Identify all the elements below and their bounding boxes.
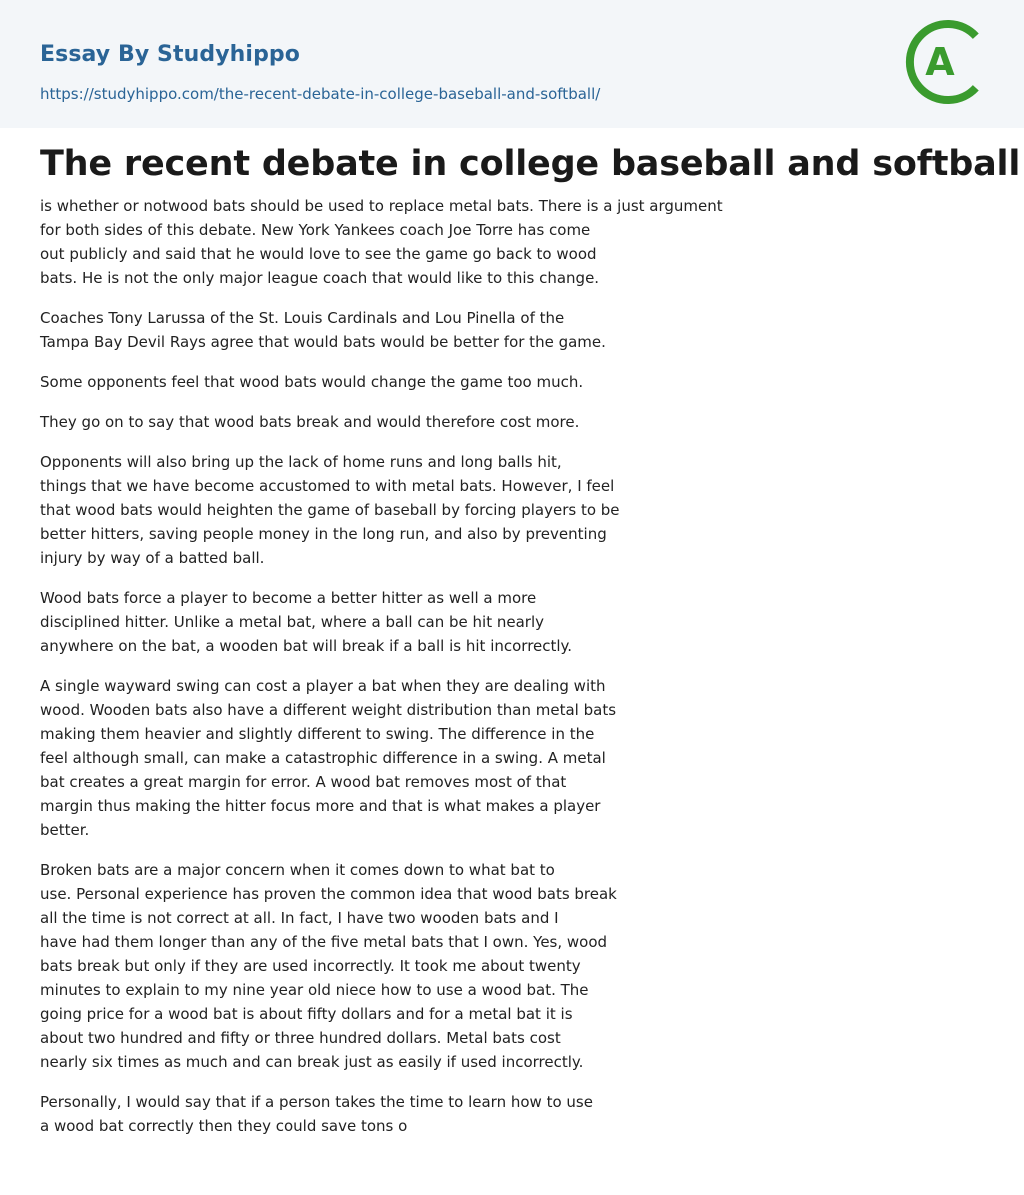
paragraph-line: They go on to say that wood bats break and would therefore cost more. (40, 413, 580, 431)
site-header (0, 0, 1024, 128)
essay-paragraph (40, 194, 800, 290)
essay-body (40, 194, 800, 1154)
paragraph-line: better. (40, 821, 90, 839)
essay-paragraph (40, 306, 800, 354)
paragraph-line: about two hundred and fifty or three hundred dollars. Metal bats cost (40, 1029, 561, 1047)
essay-paragraph (40, 450, 800, 570)
paragraph-line: is whether or notwood bats should be used to replace metal bats. There is a just argument (40, 197, 723, 215)
brand-title: Essay By Studyhippo (40, 42, 300, 67)
paragraph-line: Coaches Tony Larussa of the St. Louis Cardinals and Lou Pinella of the (40, 309, 565, 327)
paragraph-line: Some opponents feel that wood bats would change the game too much. (40, 373, 584, 391)
paragraph-line: Wood bats force a player to become a better hitter as well a more (40, 589, 537, 607)
paragraph-line: A single wayward swing can cost a player a bat when they are dealing with (40, 677, 606, 695)
essay-paragraph (40, 858, 800, 1074)
paragraph-line: minutes to explain to my nine year old niece how to use a wood bat. The (40, 981, 589, 999)
paragraph-line: that wood bats would heighten the game of baseball by forcing players to be (40, 501, 620, 519)
paragraph-line: better hitters, saving people money in the long run, and also by preventing (40, 525, 607, 543)
essay-paragraph (40, 410, 800, 434)
page-title: The recent debate in college baseball and softball (40, 144, 1021, 184)
paragraph-line: Broken bats are a major concern when it comes down to what bat to (40, 861, 555, 879)
essay-paragraph (40, 586, 800, 658)
paragraph-line: for both sides of this debate. New York Yankees coach Joe Torre has come (40, 221, 591, 239)
paragraph-line: going price for a wood bat is about fifty dollars and for a metal bat it is (40, 1005, 573, 1023)
paragraph-line: anywhere on the bat, a wooden bat will break if a ball is hit incorrectly. (40, 637, 573, 655)
paragraph-line: bats. He is not the only major league coach that would like to this change. (40, 269, 600, 287)
source-url-link[interactable]: https://studyhippo.com/the-recent-debate-in-college-baseball-and-softball/ (40, 85, 601, 103)
paragraph-line: bats break but only if they are used incorrectly. It took me about twenty (40, 957, 581, 975)
essay-paragraph (40, 674, 800, 842)
paragraph-line: Opponents will also bring up the lack of home runs and long balls hit, (40, 453, 562, 471)
paragraph-line: wood. Wooden bats also have a different weight distribution than metal bats (40, 701, 617, 719)
essay-paragraph (40, 1090, 800, 1138)
logo-letter: A (925, 40, 955, 84)
paragraph-line: disciplined hitter. Unlike a metal bat, where a ball can be hit nearly (40, 613, 545, 631)
paragraph-line: use. Personal experience has proven the common idea that wood bats break (40, 885, 617, 903)
paragraph-line: making them heavier and slightly different to swing. The difference in the (40, 725, 595, 743)
paragraph-line: nearly six times as much and can break just as easily if used incorrectly. (40, 1053, 584, 1071)
paragraph-line: out publicly and said that he would love to see the game go back to wood (40, 245, 597, 263)
paragraph-line: injury by way of a batted ball. (40, 549, 265, 567)
paragraph-line: margin thus making the hitter focus more and that is what makes a player (40, 797, 601, 815)
paragraph-line: have had them longer than any of the five metal bats that I own. Yes, wood (40, 933, 608, 951)
paragraph-line: Personally, I would say that if a person takes the time to learn how to use (40, 1093, 593, 1111)
paragraph-line: feel although small, can make a catastrophic difference in a swing. A metal (40, 749, 606, 767)
paragraph-line: things that we have become accustomed to with metal bats. However, I feel (40, 477, 615, 495)
paragraph-line: Tampa Bay Devil Rays agree that would bats would be better for the game. (40, 333, 606, 351)
paragraph-line: bat creates a great margin for error. A wood bat removes most of that (40, 773, 567, 791)
essay-paragraph (40, 370, 800, 394)
paragraph-line: all the time is not correct at all. In fact, I have two wooden bats and I (40, 909, 559, 927)
studyhippo-logo-icon[interactable] (902, 18, 988, 106)
paragraph-line: a wood bat correctly then they could save tons o (40, 1117, 408, 1135)
